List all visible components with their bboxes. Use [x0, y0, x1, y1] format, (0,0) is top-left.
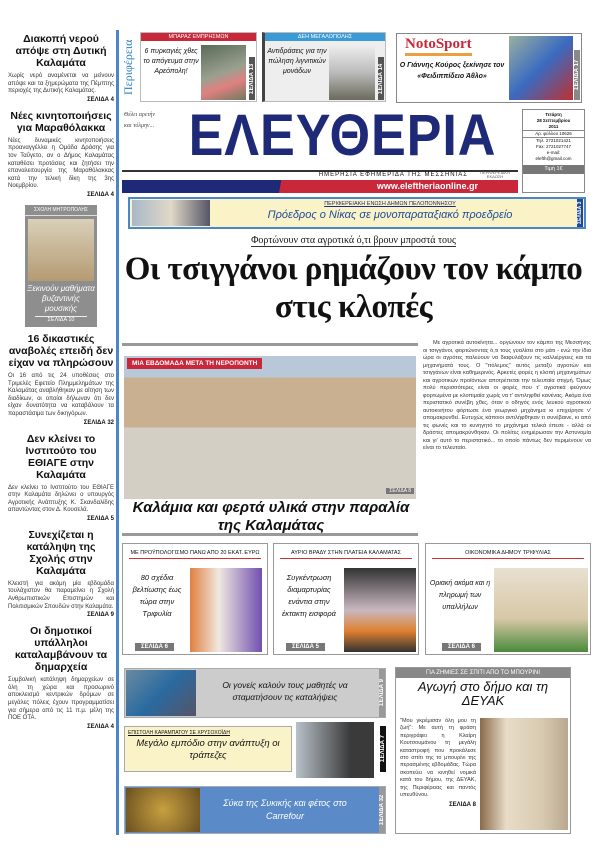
strip-kicker: ΕΠΙΣΤΟΛΗ ΚΑΡΑΜΠΑΤΟΥ ΣΕ ΧΡΥΣΟΧΟΪΔΗ [128, 730, 230, 736]
story-text: Κλειστή για ακόμη μία εβδομάδα τουλάχιστον θα παραμείνει η Σχολή Ανθρωπιστικών Επιστημών και Πολιτισμικών Σπουδών στην Καλαμάτα. [8, 580, 114, 610]
price: Τιμή 1€ [523, 165, 584, 174]
issue-number: Αρ. φύλλου 10626 [523, 131, 584, 138]
story-title: Νέες κινητοποιήσεις για Μαραθόλακκα [10, 109, 112, 134]
region-teaser-fires[interactable] [140, 32, 257, 102]
page-ref: ΣΕΛΙΔΑ 8 [386, 488, 414, 494]
page-ref: ΣΕΛΙΔΑ 4 [87, 191, 114, 198]
box-trifylia-plans[interactable] [122, 543, 268, 655]
page-ref: ΣΕΛΙΔΑ 9 [87, 612, 114, 619]
left-story-6[interactable] [8, 625, 114, 731]
email-label: e-mail: [546, 150, 561, 155]
masthead-motto: Θέλει αρετήν και τόλμην... [124, 112, 156, 129]
page-ref: ΣΕΛΙΔΑ 6 [442, 643, 481, 651]
teaser-header: ΜΠΑΡΑΖ ΕΜΠΡΗΣΜΩΝ [141, 33, 256, 41]
left-story-4[interactable] [8, 433, 114, 523]
story-text: Οι 16 από τις 24 υποθέσεις στο Τριμελές Εφετείο Πλημμελημάτων της Καλαμάτας αναβλήθηκαν με αίτηση των διαδίκων, οι οποίοι δήλωναν ότι δεν είχαν δυνατότητα να καταβάλουν τα παραστάσιμα των δικηγόρων. [8, 372, 114, 417]
page-ref: ΣΕΛΙΔΑ 32 [379, 787, 385, 833]
banner-title: Πρόεδρος ο Νίκας σε μονοπαραταξιακό προεδρείο [267, 209, 513, 221]
box-title: Οριακή ακόμα και η πληρωμή των υπαλλήλων [429, 580, 491, 611]
box-header: ΑΥΡΙΟ ΒΡΑΔΥ ΣΤΗΝ ΠΛΑΤΕΙΑ ΚΑΛΑΜΑΤΑΣ [280, 548, 412, 559]
left-story-2[interactable] [8, 110, 114, 199]
strip-title: Μεγάλο εμπόδιο στην ανάπτυξη οι τράπεζες [136, 738, 280, 761]
story-title: Διακοπή νερού απόψε στη Δυτική Καλαμάτα [15, 33, 107, 69]
women-photo [190, 568, 262, 652]
school-photo [28, 219, 94, 281]
fire-photo [201, 45, 246, 100]
lead-kicker-text: Φορτώνουν στα αγροτικά ό,τι βρουν μπροστά τους [251, 235, 456, 246]
box-header: ΟΙΚΟΝΟΜΙΚΑ ΔΗΜΟΥ ΤΡΙΦΥΛΙΑΣ [432, 548, 584, 559]
page-ref: ΣΕΛΙΔΑ 6 [135, 643, 174, 651]
edition-label: ΠΕΡΙΦΕΡΕΙΑΚΗ ΕΚΔΟΣΗ [480, 170, 510, 179]
figs-photo [126, 788, 200, 832]
issue-year: 2011 [523, 124, 584, 131]
box-protest[interactable] [273, 543, 419, 655]
issue-date: 28 Σεπτεμβρίου [536, 118, 571, 123]
issue-day: Τετάρτη [545, 112, 562, 117]
lead-kicker [122, 235, 585, 246]
notosport-teaser[interactable] [396, 33, 582, 103]
story-title: Οι δημοτικοί υπάλληλοι καταλαμβάνουν τα δημαρχεία [14, 625, 108, 674]
teaser-title: Αντιδράσεις για την πώληση λιγνιτικών μονάδων [267, 48, 327, 75]
school-gate-photo [126, 670, 196, 716]
protest-photo [344, 568, 416, 652]
box-header: ΓΙΑ ΖΗΜΙΕΣ ΣΕ ΣΠΙΤΙ ΑΠΟ ΤΟ ΜΠΟΥΡΙΝΙ [396, 668, 570, 678]
box-title: Αγωγή στο δήμο και τη ΔΕΥΑΚ [417, 679, 549, 708]
fax: Fax: 2721027747 [535, 144, 572, 149]
page-ref: ΣΕΛΙΔΑ 14 [378, 57, 384, 100]
runner-photo [509, 36, 573, 100]
damaged-wall-photo [480, 718, 568, 830]
story-text: Χωρίς νερό αναμένεται να μείνουν απόψε και τα ξημερώματα της Πέμπτης περιοχές της Δυτικής Καλαμάτας. [8, 73, 114, 95]
plant-photo [329, 45, 375, 100]
box-header: ΜΕ ΠΡΟΫΠΟΛΟΓΙΣΜΟ ΠΑΝΩ ΑΠΟ 20 ΕΚΑΤ. ΕΥΡΩ [129, 548, 261, 559]
lead-headline[interactable]: Οι τσιγγάνοι ρημάζουν τον κάμπο στις κλοπές [124, 251, 583, 325]
page-ref: ΣΕΛΙΔΑ 13 [249, 57, 255, 100]
page-ref: ΣΕΛΙΔΑ 5 [286, 643, 325, 651]
page-ref: ΣΕΛΙΔΑ 7 [380, 726, 386, 772]
council-photo [132, 200, 210, 226]
beach-story[interactable] [122, 343, 418, 536]
left-story-1[interactable] [8, 33, 114, 104]
box-title: Ξεκινούν μαθήματα βυζαντινής μουσικής [27, 283, 95, 313]
story-text: "Μου γκρέμισαν όλη μου τη ζωή": Με αυτή τη φράση περιγράφει η Κλαίρη Κουτσουμάνου τη μεγάλη καταστροφή που προκάλεσε στο σπίτι της το μπουρίνι της περασμένης εβδομάδας. Τώρα σκοπεύει να κινηθεί νομικά κατά του δήμου, της ΔΕΥΑΚ, της Περιφέρειας και παντός υπευθύνου. [400, 718, 476, 799]
issue-info-box [522, 109, 585, 193]
left-column [8, 33, 114, 731]
page-ref: ΣΕΛΙΔΑ 3 [577, 199, 583, 227]
notosport-logo: NotoSport [405, 36, 472, 56]
box-title: Συγκέντρωση διαμαρτυρίας ενάντια στην έκτακτη εισφορά [282, 573, 336, 618]
box-trifylia-finances[interactable] [425, 543, 591, 655]
story-title: Δεν κλείνει το Ινστιτούτο του ΕΘΙΑΓΕ στην Καλαμάτα [25, 432, 97, 481]
region-teaser-dei[interactable] [262, 32, 386, 102]
beach-tag: ΜΙΑ ΕΒΔΟΜΑΔΑ ΜΕΤΑ ΤΗ ΝΕΡΟΠΟΝΤΗ [127, 358, 262, 369]
masthead-subtitle: ΗΜΕΡΗΣΙΑ ΕΦΗΜΕΡΙΔΑ ΤΗΣ ΜΕΣΣΗΝΙΑΣ [122, 170, 518, 178]
story-title: Συνεχίζεται η κατάληψη της Σχολής στην Καλαμάτα [26, 528, 96, 577]
masthead-logo: ΕΛΕΥΘΕΡΙΑ [188, 103, 497, 168]
strip-banks[interactable] [124, 726, 386, 778]
website-url[interactable]: www.eleftheriaonline.gr [122, 180, 518, 193]
town-hall-photo [494, 568, 588, 652]
box-title: 80 σχέδια βελτίωσης έως τώρα στην Τριφυλία [132, 573, 182, 618]
page-ref: ΣΕΛΙΔΑ 4 [87, 723, 114, 730]
banner-story[interactable] [128, 197, 586, 229]
teaser-header: ΔΕΗ ΜΕΓΑΛΟΠΟΛΗΣ [265, 33, 385, 41]
school-box[interactable] [25, 205, 97, 327]
teaser-title: 6 πυρκαγιές χθες το απόγευμα στην Αρεόπολη! [143, 48, 199, 75]
strip-parents[interactable] [124, 668, 386, 718]
page-ref: ΣΕΛΙΔΑ 4 [87, 96, 114, 103]
phone: Τηλ. 2721021421 [536, 138, 571, 143]
page-ref: ΣΕΛΙΔΑ 5 [87, 515, 114, 522]
page-ref: ΣΕΛΙΔΑ 17 [574, 50, 580, 100]
bank-photo [296, 722, 374, 778]
beach-photo [124, 356, 416, 499]
deyak-text-column [400, 718, 476, 809]
story-text: Συμβολική κατάληψη δημαρχείων σε όλη τη χώρα και προσωρινό αποκλεισμό κεντρικών δρόμων σε μεγάλες πόλεις έχουν προγραμματίσει για σήμερα από τις 11 π.μ. μέλη της ΠΟΕ ΟΤΑ. [8, 677, 114, 722]
deyak-story[interactable] [395, 667, 571, 834]
banner-kicker: ΠΕΡΙΦΕΡΕΙΑΚΗ ΕΝΩΣΗ ΔΗΜΩΝ ΠΕΛΟΠΟΝΝΗΣΟΥ [324, 201, 456, 207]
column-divider [116, 30, 119, 835]
strip-title: Σύκα της Συκικής και φέτος στο Carrefour [223, 798, 347, 821]
region-label: Περιφέρεια [121, 39, 135, 95]
strip-title: Οι γονείς καλούν τους μαθητές να σταματήσουν τις καταλήψεις [222, 680, 348, 702]
page-ref: ΣΕΛΙΔΑ 32 [83, 419, 114, 426]
page-ref: ΣΕΛΙΔΑ 10 [35, 316, 87, 323]
lead-body: Με αγροτικά αυτοκίνητα... οργώνουν τον κάμπο της Μεσσήνης οι τσιγγάνοι, φορτώνοντας ό,τι τους γυαλίσει στο μάτι - ενώ την ίδια ώρα οι αγρότες παλεύουν να διαφυλάξουν τις καλλιέργειες και τα μηχανήματά τους. Ο "πόλεμος" αυτός μεταξύ αγροτών και τσιγγάνων είναι καθημερινός. Αρκετές φορές η κλοπή μηχανημάτων και αγροτικών προϊόντων αποτρέπεται την τελευταία στιγμή. Όμως πολύ περισσότερες είναι οι φορές που τ' αγροτικά φεύγουν φορτωμένα με κλοπιμαία χωρίς να τ' αντιληφθεί κανένας. Ακόμα ένα περιστατικό συνέβη χθες, όταν ο οδηγός ενός λευκού αγροτικού αυτοκινήτου φόρτωσε ένα γεωργικό μηχάνημα κι επιχείρησε ν' απομακρυνθεί. Ευτυχώς κάποιοι αντιλήφθηκαν τι συνέβαινε, κι από τις φωνές και το κυνηγητό το μηχάνημα τελικά έπεσε - αλλά οι δράστες απομακρύνθηκαν. Οι πολίτες ενημέρωσαν την Αστυνομία και γι' αυτό το περιστατικό... το οποίο πάντως δεν περιμένουν να είναι το τελευταίο. [423, 340, 591, 451]
strip-figs[interactable] [124, 786, 386, 834]
page-ref: ΣΕΛΙΔΑ 8 [449, 802, 476, 809]
email: elefth@gmail.com [535, 156, 572, 161]
box-header: ΣΧΟΛΗ ΜΗΤΡΟΠΟΛΗΣ [25, 205, 97, 216]
left-story-5[interactable] [8, 529, 114, 619]
story-text: Νέες δυναμικές κινητοποιήσεις προαναγγέλλει η Ομάδα Δράσης για τον Ταΰγετο, αν ο Δήμος Καλαμάτας καταθέσει προτάσεις και ζητήσει την επαναλειτουργία της Μαραθόλακκας κατά την τελική δίκη της 3ης Νοεμβρίου. [8, 137, 114, 190]
page-ref: ΣΕΛΙΔΑ 9 [379, 669, 385, 717]
teaser-title: Ο Γιάννης Κούρος ξεκίνησε τον «Φειδιππίδειο Άθλο» [399, 62, 505, 80]
story-text: Δεν κλείνει το Ινστιτούτο του ΕΘΙΑΓΕ στην Καλαμάτα δηλώνει ο υπουργός Αγροτικής Ανάπτυξης Κ. Σκανδαλίδης απαντώντας στον Δ. Κουσελά. [8, 484, 114, 514]
left-story-3[interactable] [8, 333, 114, 427]
beach-title: Καλάμια και φερτά υλικά στην παραλία της Καλαμάτας [132, 499, 410, 534]
story-title: 16 δικαστικές αναβολές επειδή δεν είχαν να πληρώσουν [8, 332, 114, 369]
